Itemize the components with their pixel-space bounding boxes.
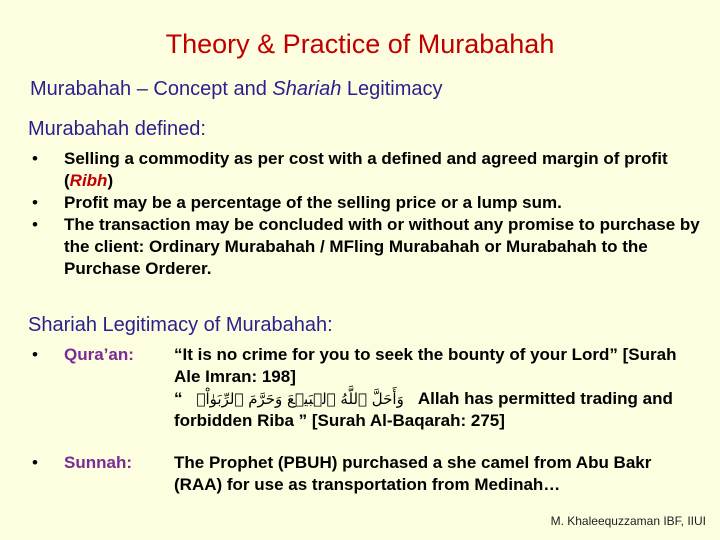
quran-translation: Allah has permitted trading and forbidden Riba ” [Surah Al-Baqarah: 275]	[174, 389, 673, 430]
quran-verse-2	[174, 388, 694, 432]
bullet-item	[30, 192, 700, 214]
author-footer: M. Khaleequzzaman IBF, IIUI	[550, 514, 706, 528]
slide-subtitle	[30, 76, 443, 102]
sunnah-evidence: The Prophet (PBUH) purchased a she camel from Abu Bakr (RAA) for use as transportation from Medinah…	[174, 453, 652, 494]
quran-label: Qura’an:	[64, 345, 134, 364]
definition-bullet-list	[30, 148, 700, 280]
bullet-dot: •	[32, 215, 38, 234]
bullet-item	[30, 148, 700, 192]
bullet-text: Selling a commodity as per cost with a defined and agreed margin of profit (	[64, 149, 668, 190]
bullet-dot: •	[32, 453, 38, 472]
quran-evidence	[174, 344, 694, 432]
bullet-text: The transaction may be concluded with or without any promise to purchase by the client: Ordinary Murabahah / MFling Murabahah or Murabahah to the Purchase Orderer.	[64, 215, 700, 278]
slide-title: Theory & Practice of Murabahah	[165, 29, 555, 59]
bullet-item	[30, 214, 700, 280]
bullet-text-end: )	[107, 171, 114, 190]
bullet-dot: •	[32, 149, 38, 168]
quran-verse-1: “It is no crime for you to seek the bounty of your Lord” [Surah Ale Imran: 198]	[174, 345, 677, 386]
section-heading-defined: Murabahah defined:	[28, 118, 206, 140]
subtitle-suffix: Legitimacy	[341, 78, 443, 100]
subtitle-prefix: Murabahah – Concept and	[30, 78, 273, 100]
bullet-text: Profit may be a percentage of the selling price or a lump sum.	[64, 193, 562, 212]
subtitle-italic: Shariah	[272, 78, 342, 100]
section-heading-legitimacy: Shariah Legitimacy of Murabahah:	[28, 314, 333, 336]
arabic-verse: وَأَحَلَّ ٱللَّهُ ٱلۡبَيۡعَ وَحَرَّمَ ٱلرِّبَوٰاْۚ	[196, 390, 404, 408]
quote-open: “	[174, 389, 183, 408]
bullet-dot: •	[32, 345, 38, 364]
ribh-highlight: Ribh	[69, 171, 108, 190]
bullet-dot: •	[32, 193, 38, 212]
sunnah-label: Sunnah:	[64, 453, 132, 472]
